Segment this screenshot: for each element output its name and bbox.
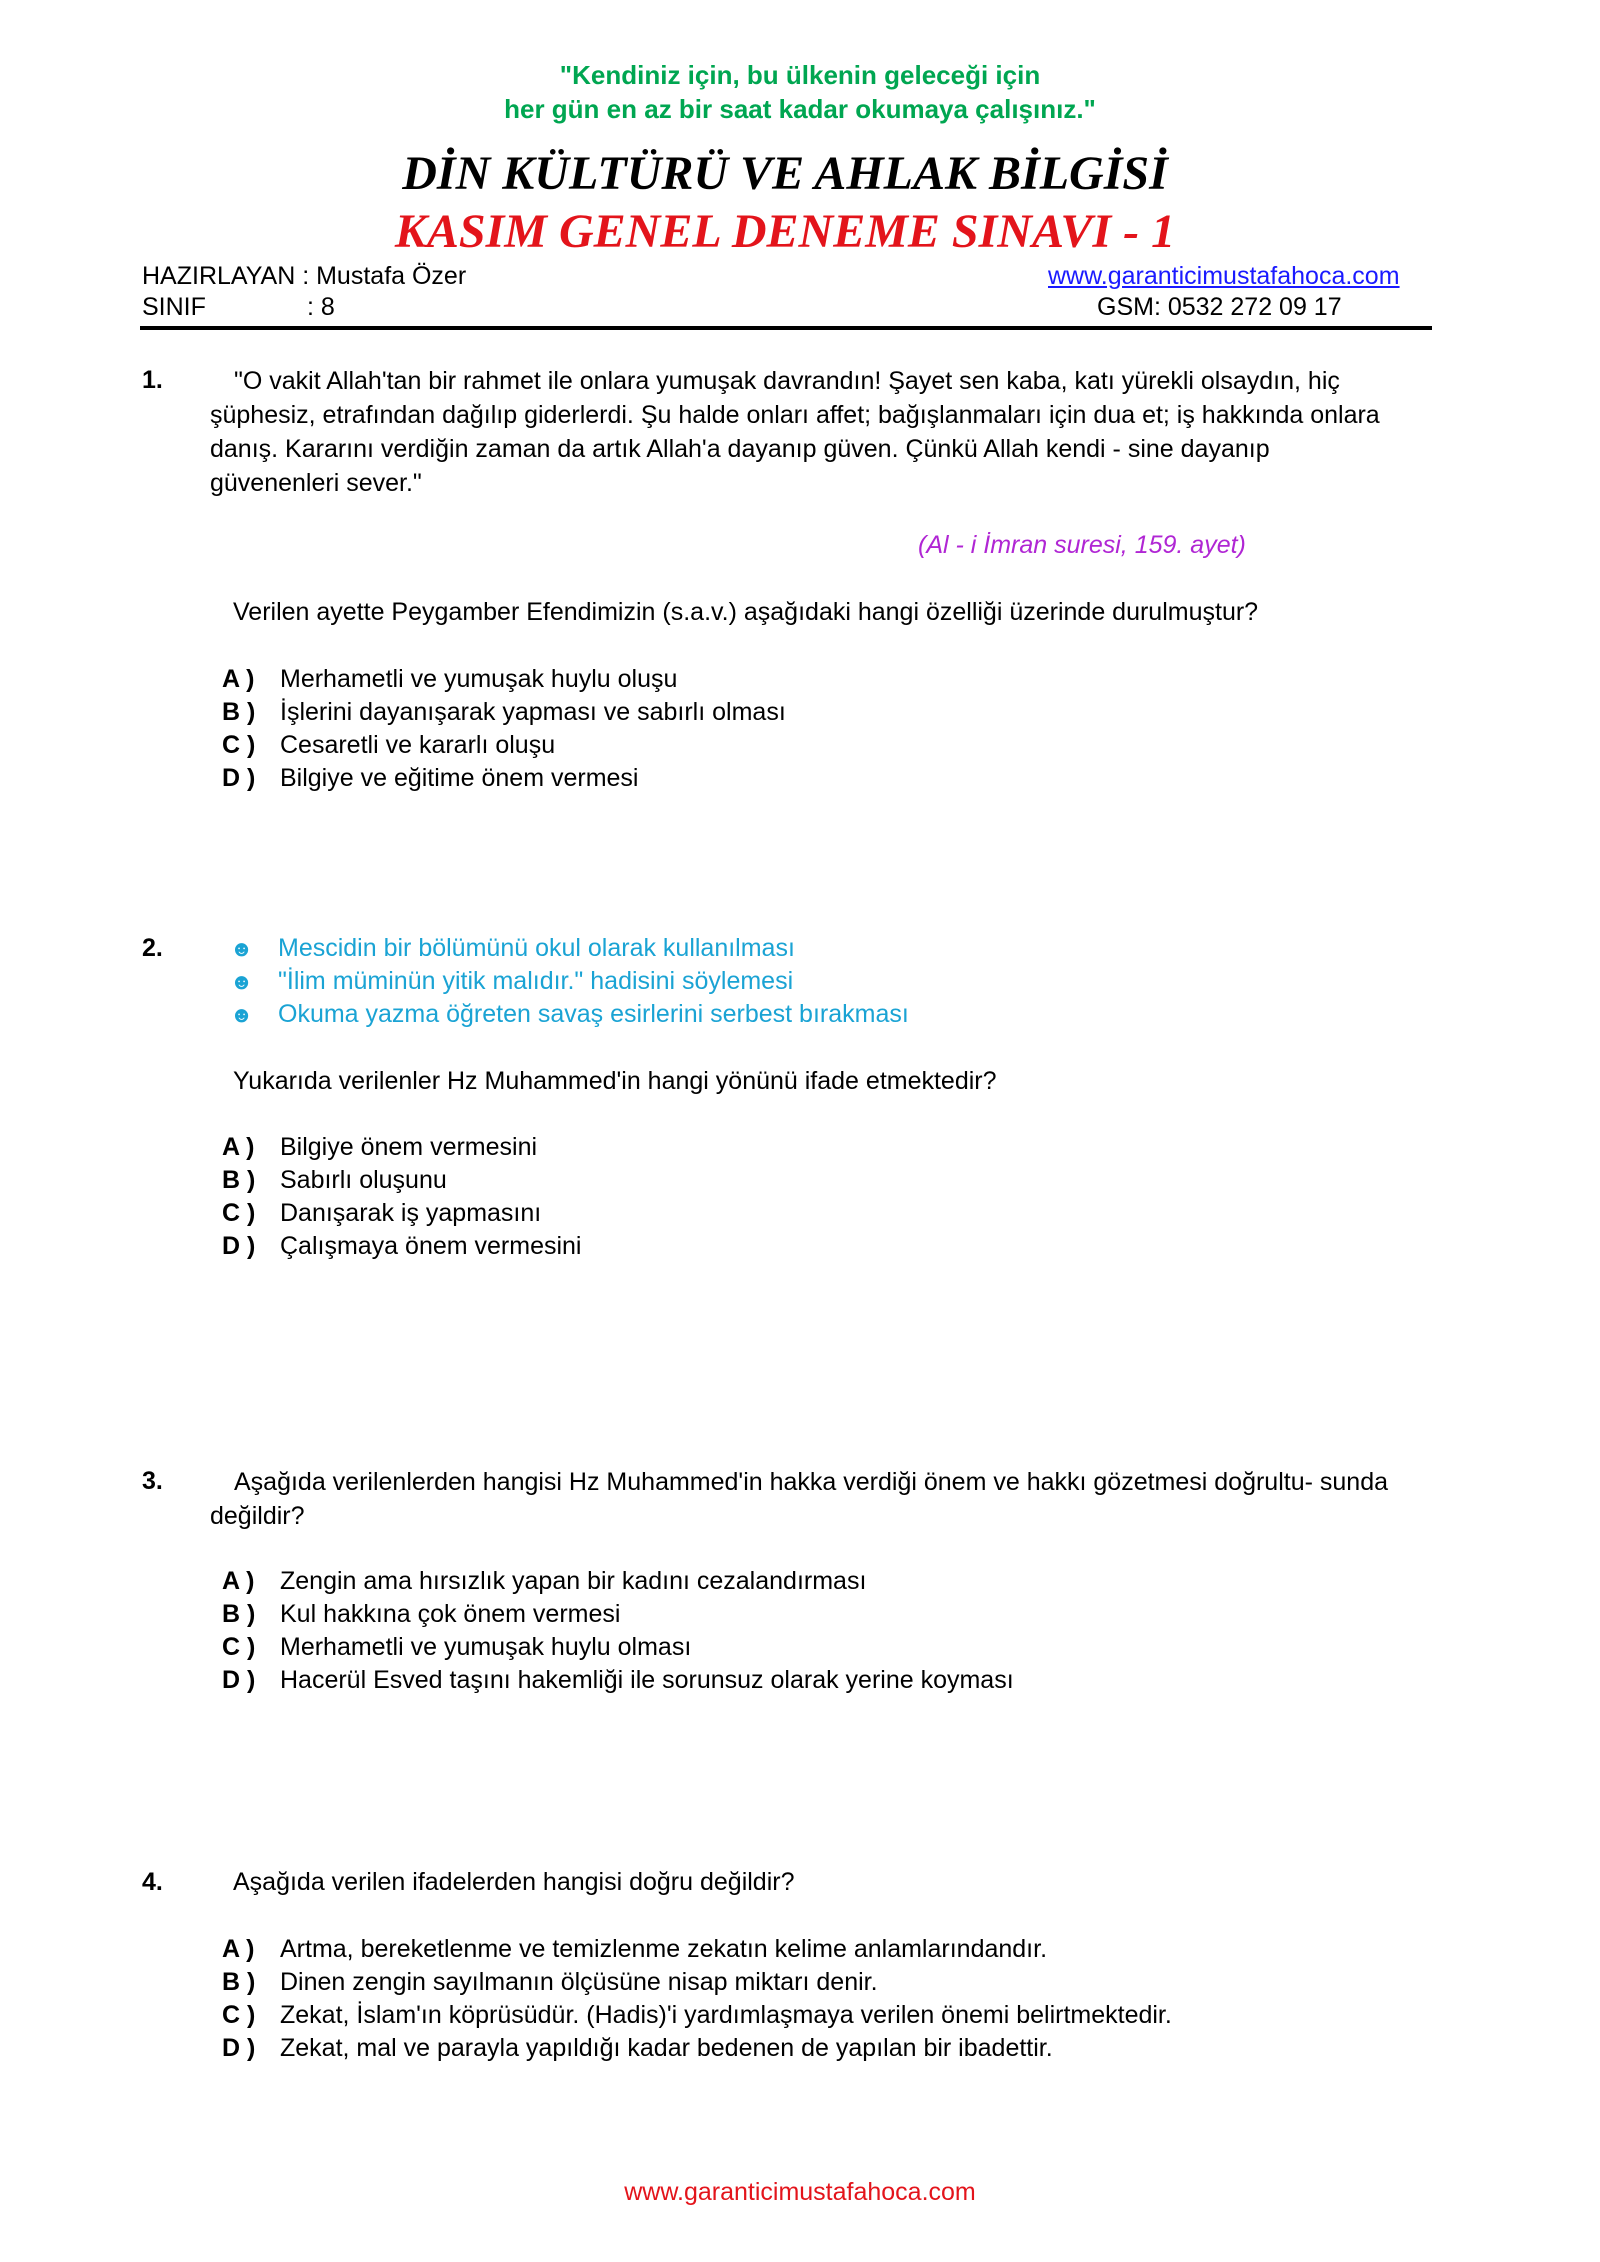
prepared-by: HAZIRLAYAN : Mustafa Özer — [142, 262, 467, 290]
question-2-number: 2. — [142, 934, 163, 962]
document-title: DİN KÜLTÜRÜ VE AHLAK BİLGİSİ — [402, 147, 1168, 200]
option-text: Cesaretli ve kararlı oluşu — [280, 731, 556, 759]
question-2-option-c[interactable] — [222, 1197, 541, 1230]
footer-website-link[interactable]: www.garanticimustafahoca.com — [624, 2178, 976, 2206]
option-letter: C ) — [222, 731, 256, 759]
question-2-option-d[interactable] — [222, 1230, 582, 1263]
option-letter: C ) — [222, 1633, 256, 1661]
option-text: Bilgiye ve eğitime önem vermesi — [280, 764, 639, 792]
class-value: : 8 — [307, 293, 335, 321]
question-4-option-c[interactable] — [222, 1999, 1172, 2032]
exam-subtitle: KASIM GENEL DENEME SINAVI - 1 — [394, 205, 1176, 258]
option-letter: A ) — [222, 1133, 255, 1161]
question-2-bullet: ☻ "İlim müminün yitik malıdır." hadisini söylemesi — [230, 965, 793, 998]
option-text: Zekat, mal ve parayla yapıldığı kadar bedenen de yapılan bir ibadettir. — [280, 2034, 1053, 2062]
option-text: Zekat, İslam'ın köprüsüdür. (Hadis)'i yardımlaşmaya verilen önemi belirtmektedir. — [280, 2001, 1172, 2029]
option-letter: A ) — [222, 1567, 255, 1595]
question-1-reference: (Al - i İmran suresi, 159. ayet) — [918, 531, 1246, 559]
option-text: Sabırlı oluşunu — [280, 1166, 447, 1194]
question-3-option-b[interactable] — [222, 1598, 620, 1631]
question-2-option-a[interactable] — [222, 1131, 537, 1164]
option-letter: D ) — [222, 1232, 256, 1260]
question-1-text: "O vakit Allah'tan bir rahmet ile onlara yumuşak davrandın! Şayet sen kaba, katı yürekli olsaydın, hiç şüphesiz, etrafından dağılıp giderlerdi. Şu halde onları affet; bağışlanmaları için dua et; iş hakkında onlara danış. Kararını verdiğin zaman da artık Allah'a dayanıp güven. Çünkü Allah kendi - sine dayanıp güvenenleri sever." — [210, 367, 1380, 497]
option-text: Merhametli ve yumuşak huylu olması — [280, 1633, 692, 1661]
question-1-stem: Verilen ayette Peygamber Efendimizin (s.a.v.) aşağıdaki hangi özelliği üzerinde durulmuştur? — [233, 598, 1259, 626]
question-2-bullet: ☻ Okuma yazma öğreten savaş esirlerini serbest bırakması — [230, 998, 909, 1031]
question-4-option-a[interactable] — [222, 1933, 1047, 1966]
question-1-option-b[interactable] — [222, 696, 786, 729]
smiley-bullet-icon: ☻ — [230, 1002, 254, 1027]
option-letter: D ) — [222, 2034, 256, 2062]
motto-line-2: her gün en az bir saat kadar okumaya çalışınız." — [504, 94, 1096, 124]
option-text: Merhametli ve yumuşak huylu oluşu — [280, 665, 678, 693]
question-3-option-c[interactable] — [222, 1631, 691, 1664]
question-4-option-d[interactable] — [222, 2032, 1053, 2065]
question-2-bullet: ☻ Mescidin bir bölümünü okul olarak kullanılması — [230, 932, 795, 965]
option-letter: C ) — [222, 1199, 256, 1227]
question-3-option-d[interactable] — [222, 1664, 1014, 1697]
class-label: SINIF — [142, 293, 206, 321]
question-1-option-c[interactable] — [222, 729, 555, 762]
option-text: Bilgiye önem vermesini — [280, 1133, 538, 1161]
option-letter: B ) — [222, 698, 256, 726]
motto-line-1: "Kendiniz için, bu ülkenin geleceği için — [559, 60, 1041, 90]
option-letter: D ) — [222, 1666, 256, 1694]
option-letter: B ) — [222, 1968, 256, 1996]
header-website-text[interactable]: www.garanticimustafahoca.com — [1048, 262, 1400, 290]
question-1-option-a[interactable] — [222, 663, 677, 696]
option-text: Çalışmaya önem vermesini — [280, 1232, 582, 1260]
question-3-number: 3. — [142, 1467, 163, 1495]
option-text: Dinen zengin sayılmanın ölçüsüne nisap miktarı denir. — [280, 1968, 878, 1996]
option-text: Hacerül Esved taşını hakemliği ile sorunsuz olarak yerine koyması — [280, 1666, 1014, 1694]
question-2-stem: Yukarıda verilenler Hz Muhammed'in hangi yönünü ifade etmektedir? — [233, 1067, 997, 1095]
option-letter: A ) — [222, 665, 255, 693]
option-letter: B ) — [222, 1166, 256, 1194]
question-4-option-b[interactable] — [222, 1966, 878, 1999]
question-3-text: Aşağıda verilenlerden hangisi Hz Muhammed'in hakka verdiği önem ve hakkı gözetmesi doğrultu- sunda değildir? — [210, 1468, 1389, 1530]
option-letter: C ) — [222, 2001, 256, 2029]
question-1-option-d[interactable] — [222, 762, 638, 795]
option-letter: D ) — [222, 764, 256, 792]
smiley-bullet-icon: ☻ — [230, 969, 254, 994]
gsm-number: GSM: 0532 272 09 17 — [1097, 293, 1342, 321]
question-3-option-a[interactable] — [222, 1565, 866, 1598]
option-letter: B ) — [222, 1600, 256, 1628]
option-text: Artma, bereketlenme ve temizlenme zekatın kelime anlamlarındandır. — [280, 1935, 1048, 1963]
option-text: Danışarak iş yapmasını — [280, 1199, 542, 1227]
header-divider — [140, 326, 1432, 330]
option-text: İşlerini dayanışarak yapması ve sabırlı olması — [280, 698, 786, 726]
option-letter: A ) — [222, 1935, 255, 1963]
option-text: Kul hakkına çok önem vermesi — [280, 1600, 621, 1628]
option-text: Zengin ama hırsızlık yapan bir kadını cezalandırması — [280, 1567, 867, 1595]
question-1-number: 1. — [142, 366, 163, 394]
question-4-number: 4. — [142, 1868, 163, 1896]
question-4-stem: Aşağıda verilen ifadelerden hangisi doğru değildir? — [233, 1868, 795, 1896]
smiley-bullet-icon: ☻ — [230, 936, 254, 961]
question-2-option-b[interactable] — [222, 1164, 447, 1197]
header-website-link[interactable] — [1048, 261, 1400, 291]
